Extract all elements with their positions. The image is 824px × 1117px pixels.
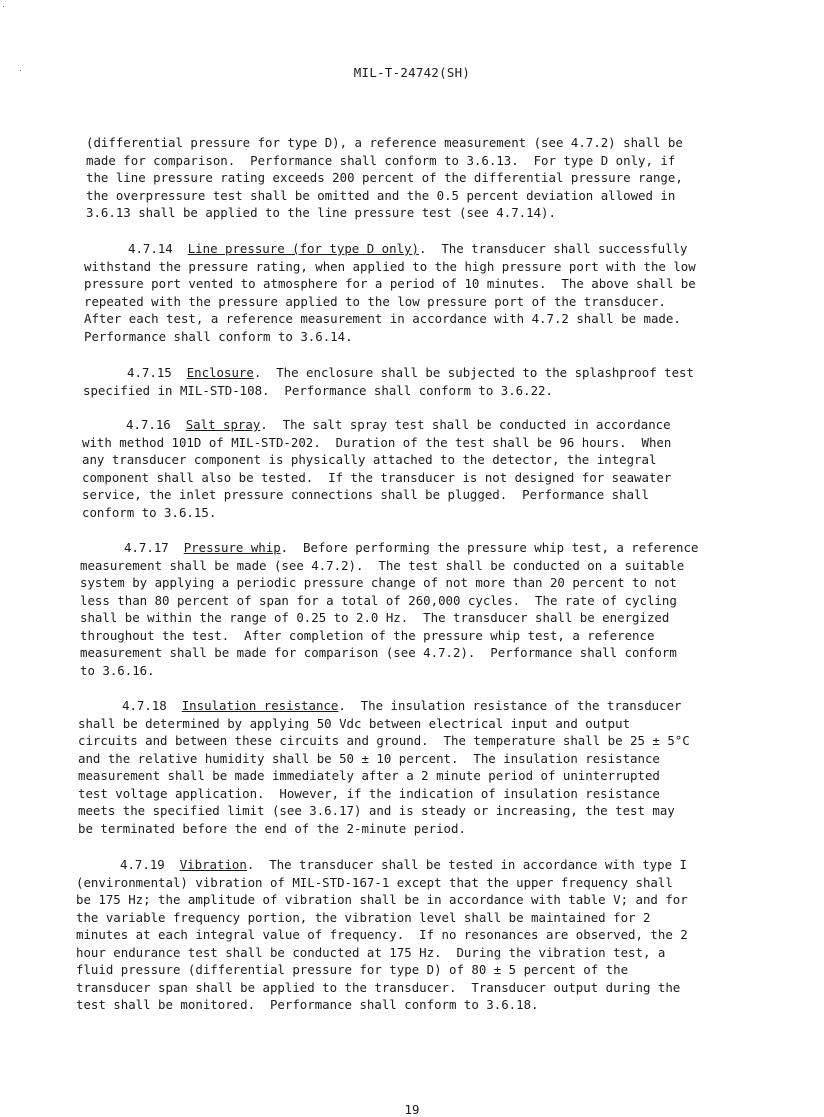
paragraph-continuation	[0, 134, 824, 222]
text-line: measurement shall be made for comparison (see 4.7.2). Performance shall conform	[80, 645, 677, 660]
text-line: meets the specified limit (see 3.6.17) and is steady or increasing, the test may	[78, 803, 675, 818]
section-4-7-16	[0, 416, 824, 521]
text-line: be 175 Hz; the amplitude of vibration shall be in accordance with table V; and for	[76, 892, 688, 907]
text-line: measurement shall be made (see 4.7.2). The test shall be conducted on a suitable	[80, 557, 685, 573]
text-line: After each test, a reference measurement in accordance with 4.7.2 shall be made.	[84, 311, 681, 326]
section-heading: Pressure whip	[183, 540, 281, 555]
section-number: 4.7.17	[124, 540, 169, 555]
section-heading: Insulation resistance	[181, 698, 339, 713]
text-line: withstand the pressure rating, when applied to the high pressure port with the low	[84, 258, 696, 274]
section-first-line	[82, 416, 824, 434]
text-line: (differential pressure for type D), a reference measurement (see 4.7.2) shall be	[86, 135, 683, 150]
section-number: 4.7.16	[126, 417, 171, 432]
text-line: Performance shall conform to 3.6.14.	[84, 328, 353, 344]
section-first-line	[83, 364, 824, 382]
section-first-line-text: . The enclosure shall be subjected to the splashproof test	[253, 365, 694, 380]
text-line: component shall also be tested. If the transducer is not designed for seawater	[82, 469, 672, 485]
text-line: with method 101D of MIL-STD-202. Duration of the test shall be 96 hours. When	[82, 434, 672, 450]
section-first-line	[78, 697, 824, 715]
section-first-line	[76, 856, 824, 874]
text-line: fluid pressure (differential pressure for type D) of 80 ± 5 percent of the	[76, 962, 629, 977]
section-first-line	[84, 240, 824, 258]
text-line: pressure port vented to atmosphere for a period of 10 minutes. The above shall be	[84, 276, 696, 291]
text-line: less than 80 percent of span for a total of 260,000 cycles. The rate of cycling	[80, 592, 677, 608]
text-line: the variable frequency portion, the vibration level shall be maintained for 2	[76, 909, 651, 925]
section-number: 4.7.19	[120, 857, 165, 872]
section-heading: Enclosure	[186, 365, 254, 380]
section-first-line-text: . Before performing the pressure whip test, a reference	[280, 540, 699, 555]
text-line: system by applying a periodic pressure change of not more than 20 percent to not	[80, 575, 677, 590]
section-first-line-text: . The insulation resistance of the transducer	[338, 698, 682, 713]
text-line: (environmental) vibration of MIL-STD-167-1 except that the upper frequency shall	[76, 874, 673, 890]
text-line: measurement shall be made immediately after a 2 minute period of uninterrupted	[78, 768, 660, 783]
text-line: service, the inlet pressure connections shall be plugged. Performance shall	[82, 487, 649, 502]
section-first-line-text: . The transducer shall successfully	[418, 241, 688, 256]
text-line: any transducer component is physically attached to the detector, the integral	[82, 452, 657, 467]
text-line: minutes at each integral value of frequency. If no resonances are observed, the 2	[76, 927, 688, 942]
page-number: 19	[404, 1102, 420, 1117]
scan-speck	[3, 6, 4, 7]
text-line: to 3.6.16.	[80, 662, 155, 678]
section-first-line-text: . The salt spray test shall be conducted in accordance	[260, 417, 671, 432]
section-4-7-19	[0, 856, 824, 1014]
text-line: circuits and between these circuits and ground. The temperature shall be 25 ± 5°C	[78, 733, 690, 748]
section-4-7-15	[0, 364, 824, 399]
text-line: conform to 3.6.15.	[82, 504, 217, 520]
text-line: hour endurance test shall be conducted at 175 Hz. During the vibration test, a	[76, 944, 666, 960]
text-line: made for comparison. Performance shall conform to 3.6.13. For type D only, if	[86, 152, 676, 168]
section-heading: Salt spray	[185, 417, 261, 432]
section-4-7-14	[0, 240, 824, 345]
text-line: transducer span shall be applied to the transducer. Transducer output during the	[76, 979, 681, 995]
text-line: 3.6.13 shall be applied to the line pressure test (see 4.7.14).	[86, 205, 556, 220]
text-line: shall be determined by applying 50 Vdc between electrical input and output	[78, 715, 631, 731]
text-line: throughout the test. After completion of the pressure whip test, a reference	[80, 627, 655, 643]
section-4-7-17	[0, 539, 824, 679]
section-first-line	[80, 539, 824, 557]
text-line: repeated with the pressure applied to the low pressure port of the transducer.	[84, 293, 666, 309]
text-line: the line pressure rating exceeds 200 percent of the differential pressure range,	[86, 170, 683, 185]
section-number: 4.7.15	[127, 365, 172, 380]
text-line: specified in MIL-STD-108. Performance shall conform to 3.6.22.	[83, 382, 553, 398]
text-line: test shall be monitored. Performance shall conform to 3.6.18.	[76, 997, 539, 1012]
section-4-7-18	[0, 697, 824, 837]
section-heading: Vibration	[179, 857, 247, 872]
section-number: 4.7.14	[128, 241, 173, 256]
text-line: be terminated before the end of the 2-minute period.	[78, 820, 466, 836]
section-heading: Line pressure (for type D only)	[187, 241, 419, 256]
text-line: test voltage application. However, if the indication of insulation resistance	[78, 785, 660, 801]
text-line: the overpressure test shall be omitted and the 0.5 percent deviation allowed in	[86, 187, 676, 203]
document-header: MIL-T-24742(SH)	[353, 65, 471, 80]
section-number: 4.7.18	[122, 698, 167, 713]
text-line: and the relative humidity shall be 50 ± 10 percent. The insulation resistance	[78, 750, 660, 766]
text-line: shall be within the range of 0.25 to 2.0 Hz. The transducer shall be energized	[80, 610, 670, 625]
section-first-line-text: . The transducer shall be tested in accordance with type I	[246, 857, 687, 872]
